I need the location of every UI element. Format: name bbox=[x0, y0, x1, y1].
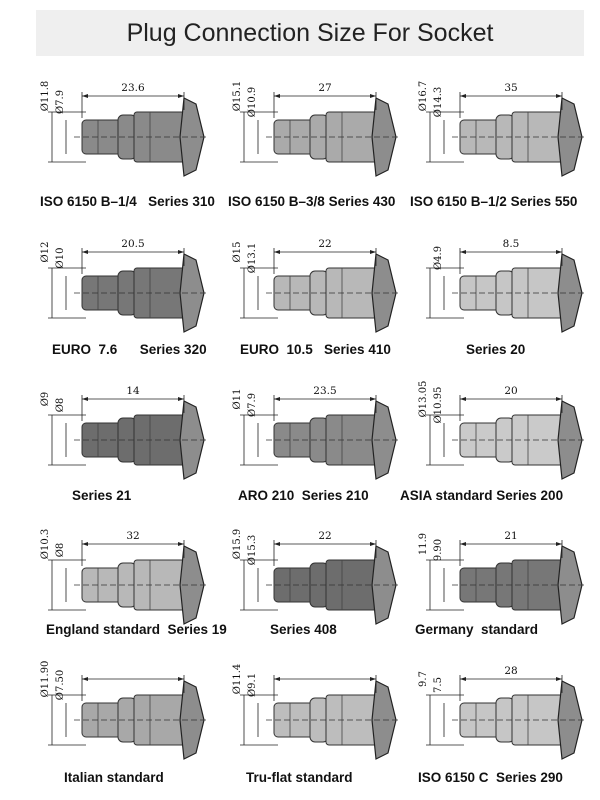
outer-diameter: Ø15 bbox=[232, 241, 243, 263]
standard-caption: ASIA standard Series 200 bbox=[400, 488, 564, 503]
length-dimension: 22 bbox=[318, 238, 332, 250]
length-dimension: 23.5 bbox=[313, 385, 337, 397]
outer-diameter: Ø16.7 bbox=[418, 80, 429, 112]
standard-caption: Germany standard bbox=[415, 622, 539, 637]
length-dimension: 20.5 bbox=[121, 238, 145, 250]
standard-caption: Series 20 bbox=[466, 342, 526, 357]
plug-drawing bbox=[222, 655, 402, 765]
plug-drawing bbox=[30, 655, 210, 765]
inner-diameter: Ø10.95 bbox=[433, 386, 444, 424]
inner-diameter: Ø7.9 bbox=[55, 89, 66, 115]
outer-diameter: Ø9 bbox=[40, 391, 51, 407]
plug-drawing bbox=[408, 655, 588, 765]
length-dimension: 21 bbox=[504, 530, 518, 542]
plug-drawing bbox=[222, 520, 402, 630]
outer-diameter: Ø15.1 bbox=[232, 80, 243, 112]
inner-diameter: 7.5 bbox=[433, 677, 444, 693]
outer-diameter: Ø13.05 bbox=[418, 380, 429, 418]
plug-drawing-svg bbox=[408, 72, 588, 182]
length-dimension: 35 bbox=[504, 82, 518, 94]
inner-diameter: Ø10 bbox=[55, 247, 66, 269]
plug-drawing-svg bbox=[222, 228, 402, 338]
plug-drawing-svg bbox=[30, 72, 210, 182]
plug-drawing bbox=[408, 520, 588, 630]
plug-drawing bbox=[222, 375, 402, 485]
outer-diameter: Ø11.8 bbox=[40, 80, 51, 112]
length-dimension: 28 bbox=[504, 665, 518, 677]
length-dimension: 14 bbox=[126, 385, 140, 397]
standard-caption: ISO 6150 B–1/2 Series 550 bbox=[410, 194, 578, 209]
plug-drawing-svg bbox=[222, 520, 402, 630]
inner-diameter: Ø8 bbox=[55, 542, 66, 558]
standard-caption: England standard Series 19 bbox=[46, 622, 227, 637]
outer-diameter: Ø15.9 bbox=[232, 528, 243, 560]
standard-caption: Series 21 bbox=[72, 488, 132, 503]
inner-diameter: Ø13.1 bbox=[247, 242, 258, 274]
length-dimension: 23.6 bbox=[121, 82, 145, 94]
plug-drawing bbox=[408, 375, 588, 485]
inner-diameter: Ø7.50 bbox=[55, 669, 66, 701]
inner-diameter: Ø15.3 bbox=[247, 534, 258, 566]
plug-drawing-svg bbox=[408, 520, 588, 630]
plug-drawing bbox=[408, 228, 588, 338]
plug-drawing bbox=[408, 72, 588, 182]
outer-diameter: Ø12 bbox=[40, 241, 51, 263]
plug-drawing bbox=[222, 72, 402, 182]
inner-diameter: Ø14.3 bbox=[433, 86, 444, 118]
standard-caption: ARO 210 Series 210 bbox=[238, 488, 369, 503]
outer-diameter: Ø11 bbox=[232, 388, 243, 410]
title-bar bbox=[36, 10, 584, 56]
standard-caption: ISO 6150 B–1/4 Series 310 bbox=[40, 194, 215, 209]
plug-drawing-svg bbox=[30, 375, 210, 485]
outer-diameter: Ø10.3 bbox=[40, 528, 51, 560]
standard-caption: EURO 10.5 Series 410 bbox=[240, 342, 391, 357]
plug-drawing-svg bbox=[30, 655, 210, 765]
plug-drawing-svg bbox=[408, 375, 588, 485]
length-dimension: 8.5 bbox=[502, 238, 520, 250]
outer-diameter: Ø11.90 bbox=[40, 660, 51, 698]
plug-drawing bbox=[30, 520, 210, 630]
inner-diameter: Ø10.9 bbox=[247, 86, 258, 118]
plug-drawing-svg bbox=[408, 655, 588, 765]
inner-diameter: 9.90 bbox=[433, 538, 444, 562]
inner-diameter: Ø7.9 bbox=[247, 392, 258, 418]
length-dimension: 20 bbox=[504, 385, 518, 397]
standard-caption: ISO 6150 B–3/8 Series 430 bbox=[228, 194, 396, 209]
plug-drawing-svg bbox=[222, 655, 402, 765]
outer-diameter: 9.7 bbox=[418, 671, 429, 687]
inner-diameter: Ø9.1 bbox=[247, 672, 258, 698]
plug-drawing-svg bbox=[222, 375, 402, 485]
plug-drawing-svg bbox=[30, 228, 210, 338]
outer-diameter: 11.9 bbox=[418, 532, 429, 556]
plug-drawing-svg bbox=[30, 520, 210, 630]
standard-caption: Italian standard bbox=[64, 770, 164, 785]
inner-diameter: Ø4.9 bbox=[433, 245, 444, 271]
standard-caption: EURO 7.6 Series 320 bbox=[52, 342, 207, 357]
page-title: Plug Connection Size For Socket bbox=[126, 18, 494, 47]
plug-drawing-svg bbox=[408, 228, 588, 338]
inner-diameter: Ø8 bbox=[55, 397, 66, 413]
plug-drawing bbox=[30, 72, 210, 182]
plug-drawing bbox=[222, 228, 402, 338]
outer-diameter: Ø11.4 bbox=[232, 663, 243, 695]
length-dimension: 22 bbox=[318, 530, 332, 542]
standard-caption: Tru-flat standard bbox=[246, 770, 353, 785]
plug-drawing-svg bbox=[222, 72, 402, 182]
plug-drawing bbox=[30, 228, 210, 338]
standard-caption: Series 408 bbox=[270, 622, 337, 637]
length-dimension: 27 bbox=[318, 82, 332, 94]
plug-drawing bbox=[30, 375, 210, 485]
standard-caption: ISO 6150 C Series 290 bbox=[418, 770, 563, 785]
length-dimension: 32 bbox=[126, 530, 140, 542]
